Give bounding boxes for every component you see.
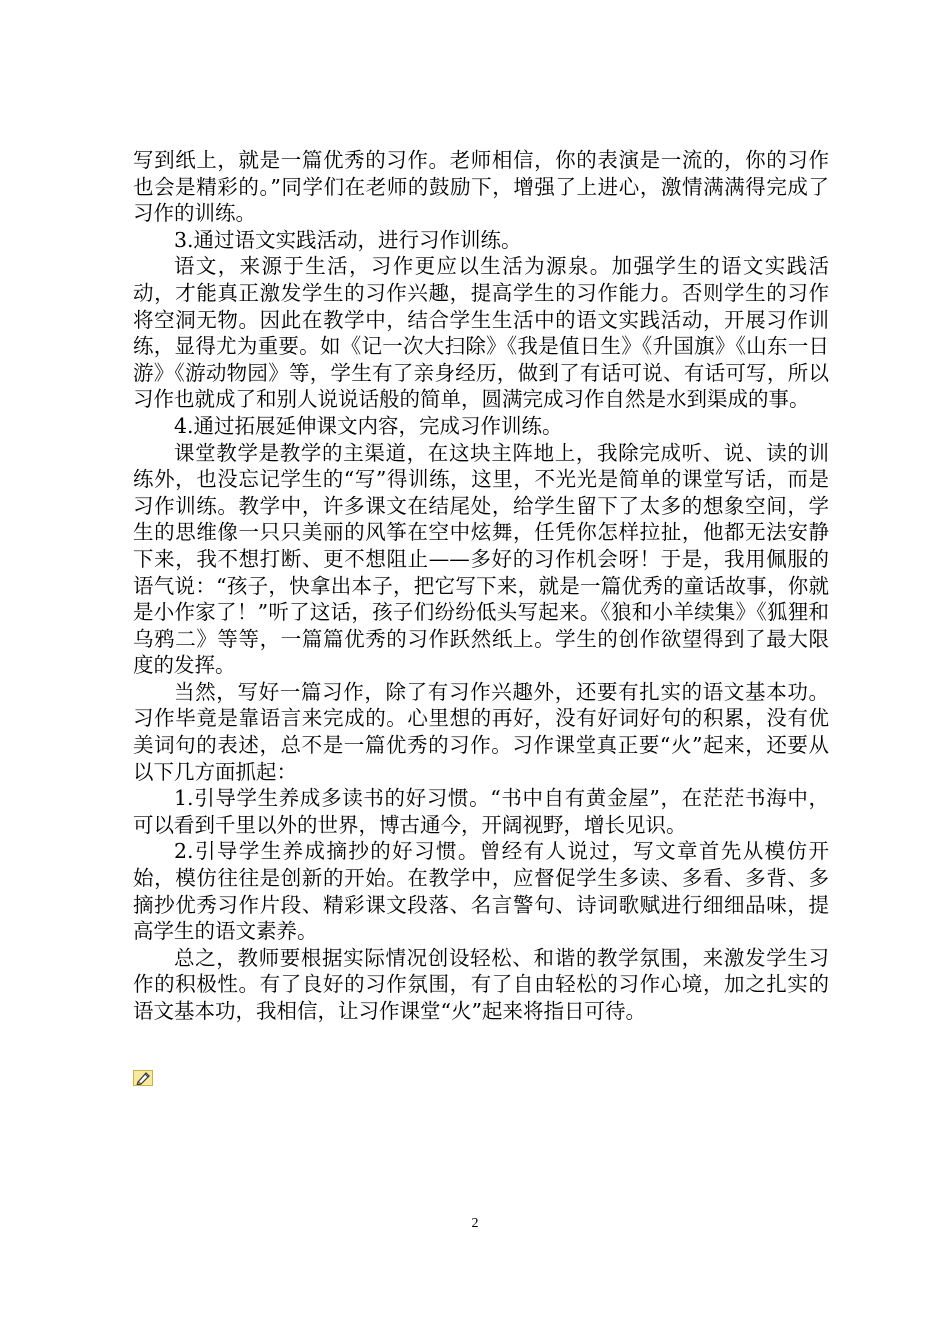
paragraph-classroom-teaching: 课堂教学是教学的主渠道，在这块主阵地上，我除完成听、说、读的训练外，也没忘记学生的“写”得训练，这里，不光光是简单的课堂写话，而是习作训练。教学中，许多课文在结尾处，给学生留下了太多的想象空间，学生的思维像一只只美丽的风筝在空中炫舞，任凭你怎样拉扯，他都无法安静下来，我不想打断、更不想阻止——多好的习作机会呀！于是，我用佩服的语气说：“孩子，快拿出本子，把它写下来，就是一篇优秀的童话故事，你就是小作家了！”听了这话，孩子们纷纷低头写起来。《狼和小羊续集》《狐狸和乌鸦二》等等，一篇篇优秀的习作跃然纸上。学生的创作欲望得到了最大限度的发挥。 — [133, 440, 829, 678]
list-item-reading-habit: 1.引导学生养成多读书的好习惯。“书中自有黄金屋”，在茫茫书海中，可以看到千里以外的世界，博古通今，开阔视野，增长见识。 — [133, 786, 829, 837]
list-item-excerpt-habit: 2.引导学生养成摘抄的好习惯。曾经有人说过，写文章首先从模仿开始，模仿往往是创新的开始。在教学中，应督促学生多读、多看、多背、多摘抄优秀习作片段、精彩课文段落、名言警句、诗词歌赋进行细细品味，提高学生的语文素养。 — [133, 839, 829, 944]
heading-item-3: 3.通过语文实践活动，进行习作训练。 — [174, 227, 522, 252]
page-number: 2 — [471, 1216, 479, 1231]
document-body — [133, 147, 829, 1025]
paragraph-basic-skills: 当然，写好一篇习作，除了有习作兴趣外，还要有扎实的语文基本功。习作毕竟是靠语言来完成的。心里想的再好，没有好词好句的积累，没有优美词句的表述，总不是一篇优秀的习作。习作课堂真正要“火”起来，还要从以下几方面抓起： — [133, 679, 829, 784]
paragraph-continuation: 写到纸上，就是一篇优秀的习作。老师相信，你的表演是一流的，你的习作也会是精彩的。”同学们在老师的鼓励下，增强了上进心，激情满满得完成了习作的训练。 — [133, 148, 829, 226]
paragraph-conclusion: 总之，教师要根据实际情况创设轻松、和谐的教学氛围，来激发学生习作的积极性。有了良好的习作氛围，有了自由轻松的习作心境，加之扎实的语文基本功，我相信，让习作课堂“火”起来将指日可待。 — [133, 945, 829, 1023]
paragraph-practice-activities: 语文，来源于生活，习作更应以生活为源泉。加强学生的语文实践活动，才能真正激发学生的习作兴趣，提高学生的习作能力。否则学生的习作将空洞无物。因此在教学中，结合学生生活中的语文实践活动，开展习作训练，显得尤为重要。如《记一次大扫除》《我是值日生》《升国旗》《山东一日游》《游动物园》等，学生有了亲身经历，做到了有话可说、有话可写，所以习作也就成了和别人说说话般的简单，圆满完成习作自然是水到渠成的事。 — [133, 254, 829, 412]
heading-item-4: 4.通过拓展延伸课文内容，完成习作训练。 — [174, 413, 563, 438]
edit-pencil-icon[interactable] — [133, 1070, 153, 1086]
